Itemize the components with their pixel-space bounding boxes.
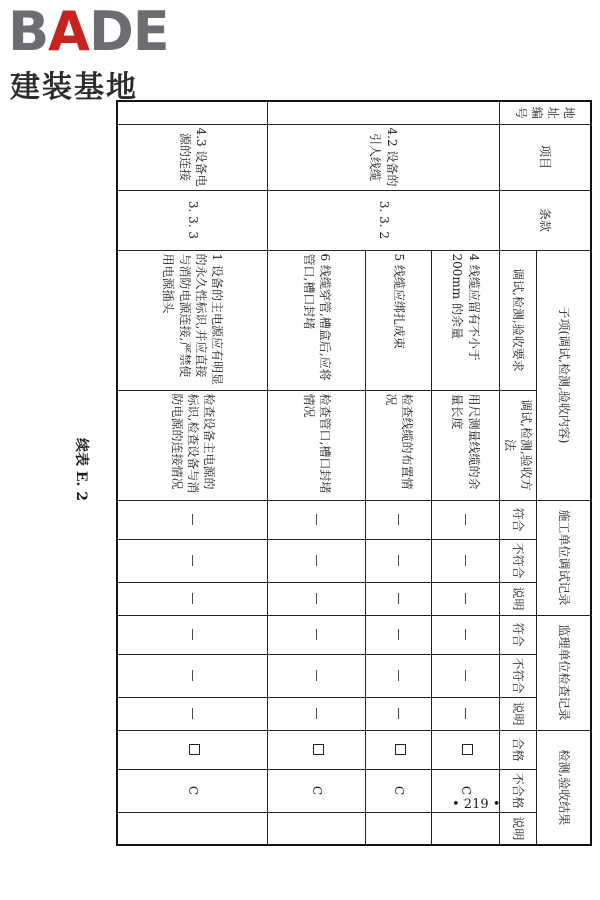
addr-header: 地址编号 xyxy=(499,101,591,124)
supervision-nok-cell: — xyxy=(432,654,499,697)
supervision-ok-cell: — xyxy=(268,615,366,654)
supervision-note-cell: — xyxy=(432,697,499,730)
construction-note-cell: — xyxy=(268,582,366,615)
supervision-nok-header: 不符合 xyxy=(499,654,537,697)
supervision-nok-cell: — xyxy=(117,654,268,697)
result-pass-cell xyxy=(117,730,268,769)
clause-header: 条款 xyxy=(499,190,591,250)
construction-header: 施工单位调试记录 xyxy=(537,500,591,615)
result-pass-cell xyxy=(268,730,366,769)
checkbox-icon[interactable] xyxy=(189,744,200,755)
construction-note-cell: — xyxy=(365,582,431,615)
req-cell: 1 设备的主电源应有明显的永久性标识,并应直接与消防电源连接,严禁使用电源插头 xyxy=(117,250,268,390)
construction-note-header: 说明 xyxy=(499,582,537,615)
supervision-header: 监理单位检查记录 xyxy=(537,615,591,730)
supervision-nok-cell: — xyxy=(268,654,366,697)
addr-cell xyxy=(268,101,499,124)
result-fail-header: 不合格 xyxy=(499,769,537,812)
result-note-cell xyxy=(117,812,268,845)
table-row xyxy=(432,101,499,845)
construction-note-cell: — xyxy=(117,582,268,615)
item-header: 项目 xyxy=(499,124,591,190)
method-cell: 检查管口,槽口封堵情况 xyxy=(268,390,366,500)
construction-ok-cell: — xyxy=(268,500,366,539)
result-note-cell xyxy=(365,812,431,845)
construction-ok-cell: — xyxy=(117,500,268,539)
supervision-ok-header: 符合 xyxy=(499,615,537,654)
bade-logo xyxy=(8,0,178,105)
construction-note-cell: — xyxy=(432,582,499,615)
clause-cell: 3. 3. 3 xyxy=(117,190,268,250)
supervision-note-header: 说明 xyxy=(499,697,537,730)
construction-ok-header: 符合 xyxy=(499,500,537,539)
supervision-ok-cell: — xyxy=(432,615,499,654)
logo-subtitle: 建装基地 xyxy=(10,70,138,105)
req-cell: 5 线缆应绑扎成束 xyxy=(365,250,431,390)
item-cell: 4.2 设备的引人线缆 xyxy=(268,124,499,190)
supervision-note-cell: — xyxy=(365,697,431,730)
result-header: 检测,验收结果 xyxy=(537,730,591,845)
inspection-table xyxy=(116,100,592,846)
method-cell: 用尺测量线缆的余量长度 xyxy=(432,390,499,500)
req-cell: 4 线缆应留有不小于 200mm 的余量 xyxy=(432,250,499,390)
page-number: • 219 • xyxy=(452,797,501,812)
construction-nok-cell: — xyxy=(365,539,431,582)
header-row-1 xyxy=(537,101,591,845)
supervision-note-cell: — xyxy=(268,697,366,730)
supervision-ok-cell: — xyxy=(117,615,268,654)
result-pass-cell xyxy=(365,730,431,769)
supervision-nok-cell: — xyxy=(365,654,431,697)
item-cell: 4.3 设备电源的连接 xyxy=(117,124,268,190)
req-cell: 6 线缆穿管,槽盒后,应将管口,槽口封堵 xyxy=(268,250,366,390)
method-cell: 检查设备主电源的标识,检查设备与消防电源的连接情况 xyxy=(117,390,268,500)
method-header: 调试,检测,验收方法 xyxy=(499,390,537,500)
table-row xyxy=(117,101,268,845)
construction-nok-cell: — xyxy=(117,539,268,582)
checkbox-icon[interactable] xyxy=(395,744,406,755)
result-fail-cell: C xyxy=(432,769,499,812)
req-header: 调试,检测,验收要求 xyxy=(499,250,537,390)
supervision-ok-cell: — xyxy=(365,615,431,654)
method-cell: 检查线缆的布置情况 xyxy=(365,390,431,500)
result-pass-cell xyxy=(432,730,499,769)
result-fail-cell: C xyxy=(117,769,268,812)
checkbox-icon[interactable] xyxy=(462,744,473,755)
construction-ok-cell: — xyxy=(432,500,499,539)
construction-nok-cell: — xyxy=(432,539,499,582)
result-fail-cell: C xyxy=(268,769,366,812)
subitem-header: 子项(调试,检测,验收内容) xyxy=(537,250,591,500)
logo-wordmark: BADE xyxy=(8,0,169,63)
construction-nok-cell: — xyxy=(268,539,366,582)
result-pass-header: 合格 xyxy=(499,730,537,769)
checkbox-icon[interactable] xyxy=(313,744,324,755)
addr-cell xyxy=(117,101,268,124)
construction-ok-cell: — xyxy=(365,500,431,539)
result-note-header: 说明 xyxy=(499,812,537,845)
clause-cell: 3. 3. 2 xyxy=(268,190,499,250)
result-note-cell xyxy=(268,812,366,845)
result-fail-cell: C xyxy=(365,769,431,812)
result-note-cell xyxy=(432,812,499,845)
construction-nok-header: 不符合 xyxy=(499,539,537,582)
supervision-note-cell: — xyxy=(117,697,268,730)
table-caption: 续表 E. 2 xyxy=(73,438,89,502)
